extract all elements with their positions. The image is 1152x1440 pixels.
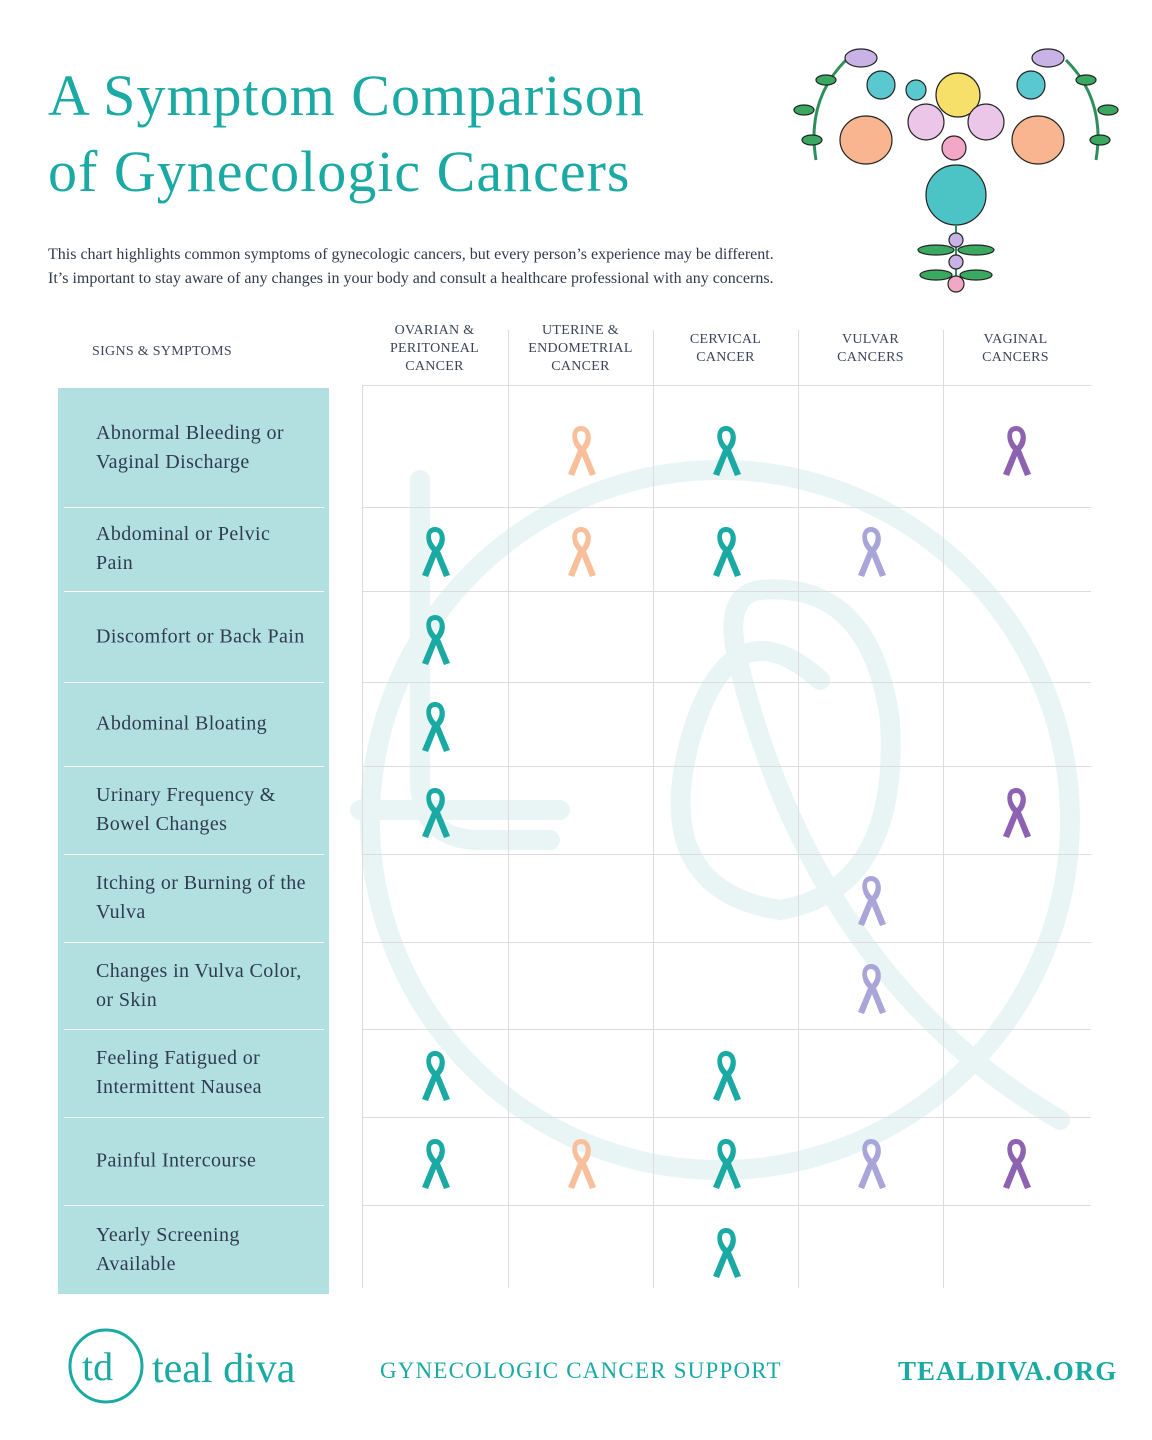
grid-row-divider [362, 766, 1091, 767]
column-divider [653, 330, 654, 1288]
symptom-label: Abdominal Bloating [96, 712, 268, 735]
awareness-ribbon-icon [414, 1135, 456, 1191]
column-header-5 [943, 331, 1088, 367]
svg-text:td: td [82, 1344, 114, 1389]
column-header-1 [362, 322, 507, 376]
svg-text:teal diva: teal diva [152, 1346, 296, 1392]
symptom-label: Abdominal or Pelvic Pain [96, 523, 271, 574]
awareness-ribbon-icon [995, 784, 1037, 840]
column-header-text: VULVAR [841, 332, 900, 347]
symptom-row [58, 388, 329, 507]
awareness-ribbon-icon [414, 784, 456, 840]
grid-row-divider [362, 682, 1091, 683]
column-header-text: CANCER [696, 350, 755, 365]
grid-row-divider [362, 1029, 1091, 1030]
grid-row-divider [362, 1205, 1091, 1206]
awareness-ribbon-icon [995, 1135, 1037, 1191]
symptom-label: Abnormal Bleeding or Vaginal Discharge [96, 421, 284, 473]
column-header-text: CANCERS [982, 350, 1049, 365]
grid-row-divider [362, 507, 1091, 508]
awareness-ribbon-icon [560, 1135, 602, 1191]
title-line-1: A Symptom Comparison [48, 63, 645, 128]
awareness-ribbon-icon [705, 1047, 747, 1103]
symptom-row [58, 854, 329, 942]
awareness-ribbon-icon [995, 422, 1037, 478]
awareness-ribbon-icon [850, 523, 892, 579]
column-header-text: CANCERS [837, 350, 904, 365]
column-divider [508, 330, 509, 1288]
awareness-ribbon-icon [414, 1047, 456, 1103]
symptom-row [58, 591, 329, 682]
column-header-text: CANCER [551, 359, 610, 374]
awareness-ribbon-icon [705, 1135, 747, 1191]
column-header-4 [798, 331, 943, 367]
teal-diva-logo [64, 1324, 354, 1408]
column-header-text: ENDOMETRIAL [528, 341, 633, 356]
intro-line-2: It’s important to stay aware of any changes in your body and consult a healthcare professional with any concerns. [48, 270, 774, 287]
grid-header-divider [362, 385, 1091, 386]
grid-row-divider [362, 854, 1091, 855]
column-header-text: CERVICAL [689, 332, 762, 347]
intro-text [48, 243, 908, 291]
symptom-label: Changes in Vulva Color, or Skin [96, 959, 302, 1011]
awareness-ribbon-icon [414, 523, 456, 579]
awareness-ribbon-icon [414, 698, 456, 754]
signs-symptoms-header: SIGNS & SYMPTOMS [92, 344, 232, 359]
symptom-row [58, 766, 329, 854]
symptom-row [58, 942, 329, 1029]
footer-website-link[interactable]: TEALDIVA.ORG [898, 1356, 1118, 1386]
symptom-label: Discomfort or Back Pain [96, 625, 305, 647]
symptom-row [58, 1029, 329, 1117]
column-header-text: VAGINAL [983, 332, 1048, 347]
awareness-ribbon-icon [705, 1224, 747, 1280]
awareness-ribbon-icon [850, 872, 892, 928]
title-line-2: of Gynecologic Cancers [48, 139, 631, 204]
symptom-row [58, 507, 329, 591]
awareness-ribbon-icon [850, 1135, 892, 1191]
footer-tagline: GYNECOLOGIC CANCER SUPPORT [380, 1358, 782, 1383]
symptom-row [58, 1117, 329, 1205]
column-divider [362, 385, 363, 1288]
column-divider [943, 330, 944, 1288]
column-divider [798, 330, 799, 1288]
column-header-text: CANCER [405, 359, 464, 374]
intro-line-1: This chart highlights common symptoms of gynecologic cancers, but every person’s experience may be different. [48, 246, 774, 263]
column-header-text: UTERINE & [542, 323, 619, 338]
symptom-row [58, 682, 329, 766]
column-header-2 [508, 322, 653, 376]
awareness-ribbon-icon [414, 611, 456, 667]
grid-row-divider [362, 942, 1091, 943]
column-header-3 [653, 331, 798, 367]
awareness-ribbon-icon [560, 523, 602, 579]
symptom-label: Itching or Burning of the Vulva [96, 872, 306, 923]
column-header-text: OVARIAN & [394, 323, 475, 338]
page-title [48, 58, 788, 210]
symptom-label: Painful Intercourse [96, 1149, 257, 1172]
symptom-label: Urinary Frequency & Bowel Changes [96, 784, 276, 835]
symptom-label: Yearly Screening Available [96, 1223, 240, 1275]
awareness-ribbon-icon [705, 523, 747, 579]
column-header-text: PERITONEAL [389, 341, 480, 356]
awareness-ribbon-icon [850, 960, 892, 1016]
awareness-ribbon-icon [560, 422, 602, 478]
awareness-ribbon-icon [705, 422, 747, 478]
symptom-label: Feeling Fatigued or Intermittent Nausea [96, 1047, 262, 1098]
grid-row-divider [362, 591, 1091, 592]
grid-row-divider [362, 1117, 1091, 1118]
symptom-row [58, 1205, 329, 1294]
floral-uterus-illustration [786, 40, 1126, 302]
